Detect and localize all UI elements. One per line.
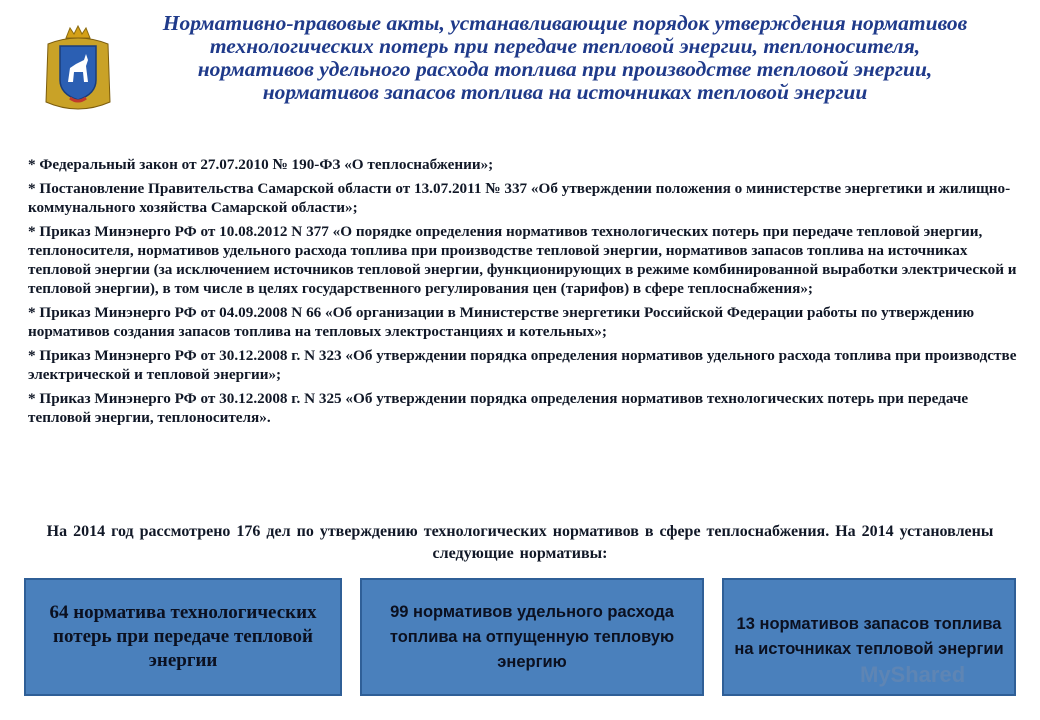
list-item: * Федеральный закон от 27.07.2010 № 190-ФЗ «О теплоснабжении»; xyxy=(28,156,494,173)
page-title: Нормативно-правовые акты, устанавливающие порядок утверждения нормативов технологических потерь при передаче тепловой энергии, теплоносителя, нормативов удельного расхода топлива при производстве тепловой энергии, нормативов запасов топлива на источниках тепловой энергии xyxy=(162,11,968,104)
legal-acts-list xyxy=(28,155,1018,432)
watermark: MyShared xyxy=(860,662,966,687)
norm-box-label: 64 норматива технологических потерь при передаче тепловой энергии xyxy=(49,602,317,671)
norm-box-label: 99 нормативов удельного расхода топлива на отпущенную тепловую энергию xyxy=(389,602,675,671)
list-item: * Постановление Правительства Самарской области от 13.07.2011 № 337 «Об утверждении положения о министерстве энергетики и жилищно-коммунального хозяйства Самарской области»; xyxy=(28,180,1011,216)
norm-box-label: 13 нормативов запасов топлива на источниках тепловой энергии xyxy=(734,615,1004,658)
summary-text: На 2014 год рассмотрено 176 дел по утверждению технологических нормативов в сфере теплоснабжения. На 2014 установлены следующие нормативы: xyxy=(46,523,994,562)
list-item: * Приказ Минэнерго РФ от 30.12.2008 г. N 325 «Об утверждении порядка определения нормативов технологических потерь при передаче тепловой энергии, теплоносителя». xyxy=(28,390,969,426)
norm-box-technological-losses xyxy=(24,578,342,696)
coat-of-arms-icon xyxy=(40,24,116,114)
list-item: * Приказ Минэнерго РФ от 04.09.2008 N 66 «Об организации в Министерстве энергетики Российской Федерации работы по утверждению нормативов создания запасов топлива на тепловых электростанциях и котельных»; xyxy=(28,304,975,340)
list-item: * Приказ Минэнерго РФ от 30.12.2008 г. N 323 «Об утверждении порядка определения нормативов удельного расхода топлива при производстве электрической и тепловой энергии»; xyxy=(28,347,1017,383)
list-item: * Приказ Минэнерго РФ от 10.08.2012 N 377 «О порядке определения нормативов технологических потерь при передаче тепловой энергии, теплоносителя, нормативов удельного расхода топлива при производстве тепловой энергии, нормативов запасов топлива на источниках тепловой энергии (за исключением источников тепловой энергии, функционирующих в режиме комбинированной выработки электрической и тепловой энергии), в том числе в целях государственного регулирования цен (тарифов) в сфере теплоснабжения»; xyxy=(28,223,1017,297)
norm-box-fuel-consumption xyxy=(360,578,704,696)
